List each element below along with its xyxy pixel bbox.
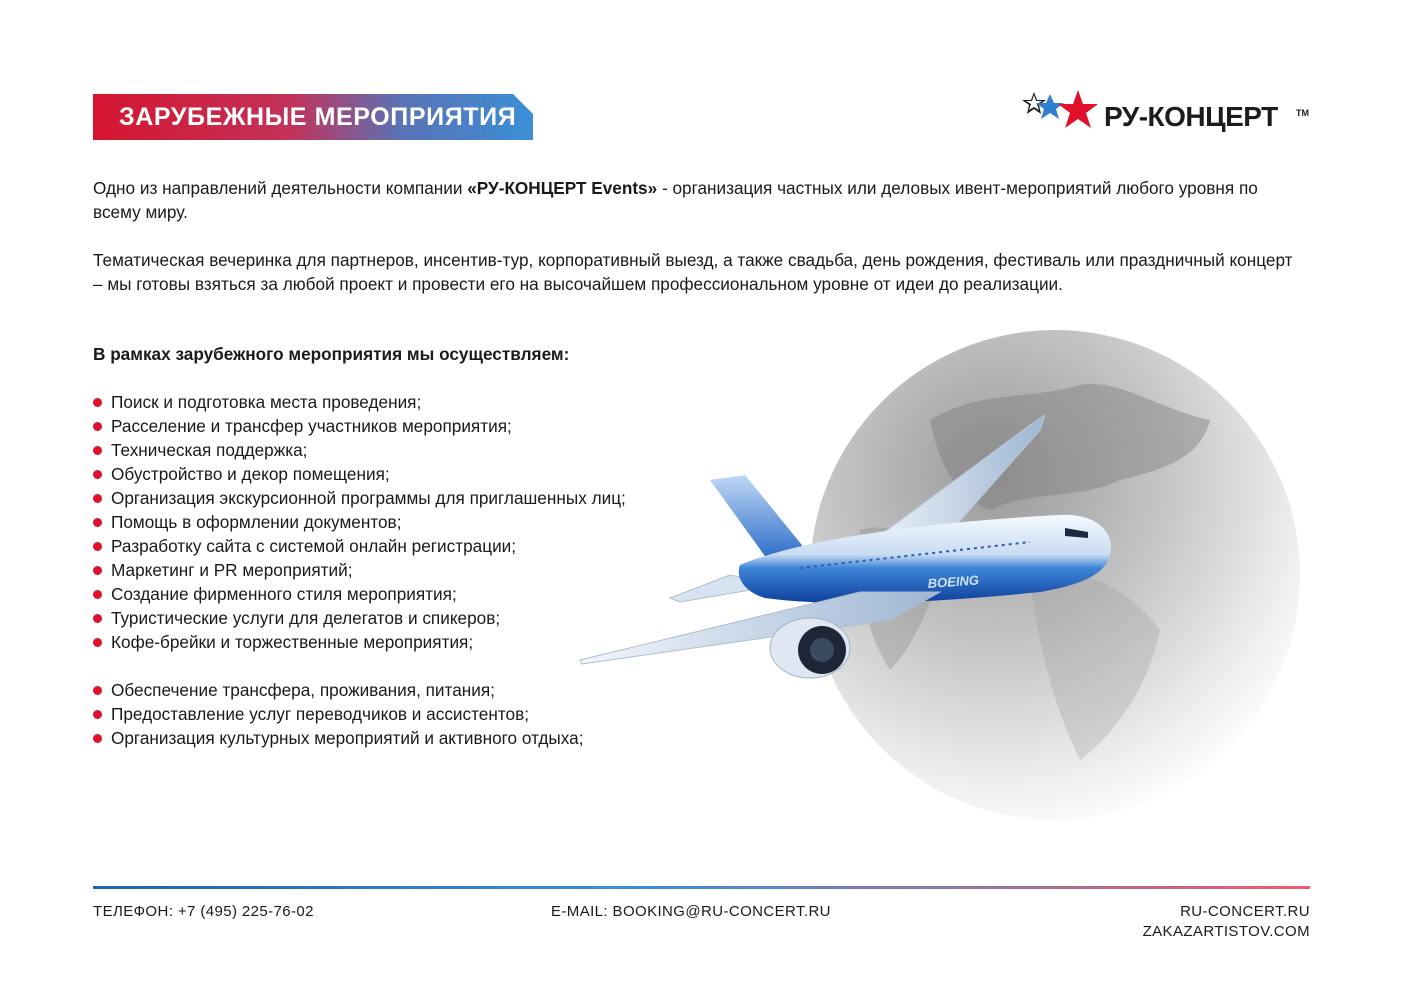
page-title: ЗАРУБЕЖНЫЕ МЕРОПРИЯТИЯ [119,103,517,131]
footer-phone[interactable]: ТЕЛЕФОН: +7 (495) 225-76-02 [93,903,314,920]
brand-name: «РУ-КОНЦЕРТ Events» [467,178,658,198]
list-item: Поиск и подготовка места проведения; [93,390,626,414]
list-item: Обустройство и декор помещения; [93,462,626,486]
list-item: Расселение и трансфер участников мероприятия; [93,414,626,438]
footer-divider [93,886,1310,889]
list-item: Организация культурных мероприятий и активного отдыха; [93,726,584,750]
list-item: Разработку сайта с системой онлайн регистрации; [93,534,626,558]
services-list-additional [93,678,584,750]
list-item: Предоставление услуг переводчиков и ассистентов; [93,702,584,726]
logo-text: РУ-КОНЦЕРТ [1104,101,1278,132]
description-paragraph: Тематическая вечеринка для партнеров, инсентив-тур, корпоративный выезд, а также свадьба, день рождения, фестиваль или праздничный концерт – мы готовы взяться за любой проект и провести его на высочайшем профессиональном уровне от идеи до реализации. [93,250,1293,294]
intro-text-start: Одно из направлений деятельности компании [93,178,468,198]
list-item: Маркетинг и PR мероприятий; [93,558,626,582]
list-item: Туристические услуги для делегатов и спикеров; [93,606,626,630]
stars-icon [1020,88,1104,138]
services-list [93,390,626,654]
intro-paragraph [93,176,1303,224]
list-item: Организация экскурсионной программы для приглашенных лиц; [93,486,626,510]
footer-email[interactable]: E-MAIL: BOOKING@RU-CONCERT.RU [551,903,831,920]
website-link-ru-concert[interactable]: RU-CONCERT.RU [1180,903,1310,920]
title-banner [93,94,533,140]
list-item: Создание фирменного стиля мероприятия; [93,582,626,606]
globe-airplane-illustration [560,330,1320,830]
list-item: Помощь в оформлении документов; [93,510,626,534]
services-heading: В рамках зарубежного мероприятия мы осуществляем: [93,344,570,364]
company-logo[interactable] [1020,88,1309,138]
list-item: Обеспечение трансфера, проживания, питания; [93,678,584,702]
list-item: Кофе-брейки и торжественные мероприятия; [93,630,626,654]
logo-trademark: TM [1296,108,1309,118]
list-item: Техническая поддержка; [93,438,626,462]
website-link-zakazartistov[interactable]: ZAKAZARTISTOV.COM [1142,923,1310,940]
airplane-brand-label: BOEING [927,572,980,591]
intro-text-end: - организация частных или деловых ивент-мероприятий любого уровня по всему миру. [93,178,1258,222]
footer-websites [1143,902,1310,942]
